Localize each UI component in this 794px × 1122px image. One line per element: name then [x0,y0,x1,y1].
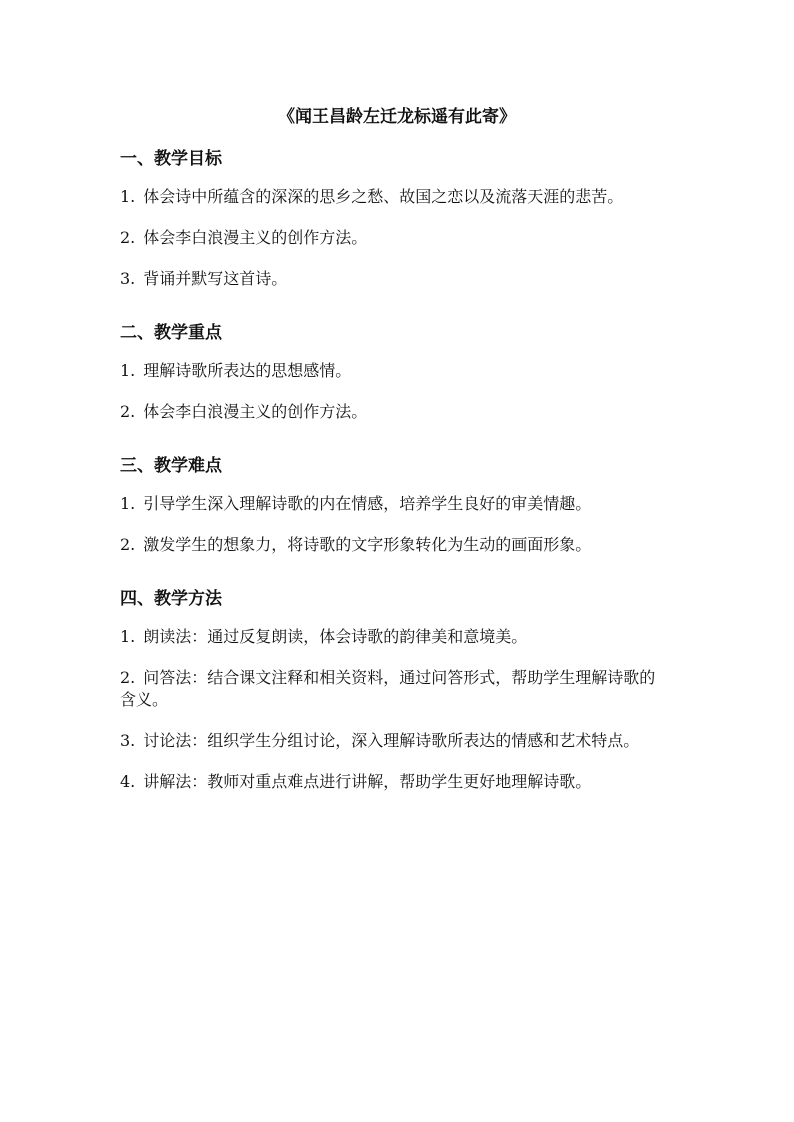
item-number: 1. [120,494,136,513]
list-item [120,360,658,382]
list-item [120,626,658,648]
section-heading: 二、教学重点 [120,323,222,343]
list-item [120,493,658,515]
item-text: 激发学生的想象力，将诗歌的文字形象转化为生动的画面形象。 [143,535,592,554]
list-item [120,227,658,249]
item-number: 4. [120,772,136,791]
item-text: 讲解法：教师对重点难点进行讲解，帮助学生更好地理解诗歌。 [143,772,592,791]
list-item [120,771,658,793]
item-text: 问答法：结合课文注释和相关资料，通过问答形式，帮助学生理解诗歌的含义。 [120,668,656,709]
item-number: 3. [120,269,136,288]
item-text: 体会诗中所蕴含的深深的思乡之愁、故国之恋以及流落天涯的悲苦。 [143,187,624,206]
item-text: 体会李白浪漫主义的创作方法。 [143,402,368,421]
list-item [120,534,658,556]
document-body [120,146,680,793]
list-item [120,401,658,423]
section-key-points [120,320,680,423]
section-teaching-methods [120,586,680,793]
item-text: 引导学生深入理解诗歌的内在情感，培养学生良好的审美情趣。 [143,494,592,513]
list-item [120,667,658,711]
list-item [120,730,658,752]
item-text: 体会李白浪漫主义的创作方法。 [143,228,368,247]
item-number: 3. [120,731,136,750]
document-title: 《闻王昌龄左迁龙标遥有此寄》 [278,107,516,127]
section-heading: 三、教学难点 [120,456,222,476]
item-number: 1. [120,187,136,206]
section-heading: 四、教学方法 [120,589,222,609]
item-number: 2. [120,402,136,421]
item-number: 2. [120,668,136,687]
section-heading: 一、教学目标 [120,149,222,169]
item-number: 2. [120,228,136,247]
item-number: 1. [120,361,136,380]
section-teaching-goals [120,146,680,290]
item-text: 背诵并默写这首诗。 [143,269,288,288]
item-text: 朗读法：通过反复朗读，体会诗歌的韵律美和意境美。 [143,627,528,646]
list-item [120,268,658,290]
section-difficulties [120,453,680,556]
item-text: 讨论法：组织学生分组讨论，深入理解诗歌所表达的情感和艺术特点。 [143,731,640,750]
item-text: 理解诗歌所表达的思想感情。 [143,361,352,380]
item-number: 1. [120,627,136,646]
list-item [120,186,658,208]
item-number: 2. [120,535,136,554]
